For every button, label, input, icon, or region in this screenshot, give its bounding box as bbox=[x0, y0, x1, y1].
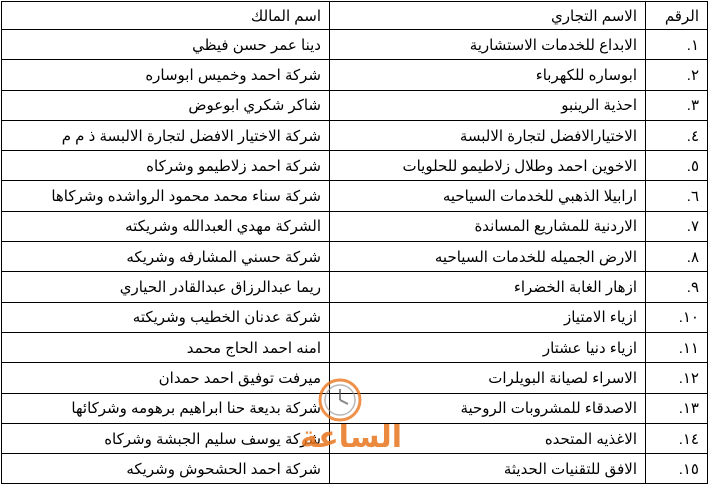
table-row bbox=[2, 363, 708, 393]
row-number: ٧. bbox=[646, 211, 708, 241]
row-trade-name: ازهار الغابة الخضراء bbox=[330, 272, 646, 302]
row-trade-name: الاردنية للمشاريع المساندة bbox=[330, 211, 646, 241]
row-number: ٤. bbox=[646, 120, 708, 150]
row-trade-name: الاخوين احمد وطلال زلاطيمو للحلويات bbox=[330, 151, 646, 181]
table-header-row bbox=[2, 2, 708, 30]
table-row bbox=[2, 211, 708, 241]
table-row bbox=[2, 393, 708, 423]
table-row bbox=[2, 454, 708, 484]
row-number: ١٥. bbox=[646, 454, 708, 484]
row-trade-name: احذية الرينبو bbox=[330, 90, 646, 120]
row-owner-name: ريما عبدالرزاق عبدالقادر الحياري bbox=[2, 272, 330, 302]
row-number: ٥. bbox=[646, 151, 708, 181]
table-row bbox=[2, 151, 708, 181]
row-trade-name: الاصدقاء للمشروبات الروحية bbox=[330, 393, 646, 423]
table-row bbox=[2, 90, 708, 120]
row-trade-name: الارض الجميله للخدمات السياحيه bbox=[330, 242, 646, 272]
row-trade-name: ازياء دنيا عشتار bbox=[330, 332, 646, 362]
table-row bbox=[2, 60, 708, 90]
row-number: ٢. bbox=[646, 60, 708, 90]
row-owner-name: الشركة مهدي العبدالله وشريكته bbox=[2, 211, 330, 241]
row-number: ١٣. bbox=[646, 393, 708, 423]
row-owner-name: دينا عمر حسن فيظي bbox=[2, 30, 330, 60]
row-owner-name: شركة احمد وخميس ابوساره bbox=[2, 60, 330, 90]
row-trade-name: الاغذيه المتحده bbox=[330, 423, 646, 453]
table-row bbox=[2, 302, 708, 332]
row-number: ١٤. bbox=[646, 423, 708, 453]
row-trade-name: الابداع للخدمات الاستشارية bbox=[330, 30, 646, 60]
row-trade-name: ارابيلا الذهبي للخدمات السياحيه bbox=[330, 181, 646, 211]
row-trade-name: الاختيارالافضل لتجارة الالبسة bbox=[330, 120, 646, 150]
table-row bbox=[2, 423, 708, 453]
row-owner-name: شركة يوسف سليم الجبشة وشركاه bbox=[2, 423, 330, 453]
row-trade-name: الاسراء لصيانة البويلرات bbox=[330, 363, 646, 393]
table-body bbox=[2, 30, 708, 484]
row-owner-name: شركة حسني المشارفه وشريكه bbox=[2, 242, 330, 272]
registry-table bbox=[1, 1, 708, 484]
row-trade-name: الافق للتقنيات الحديثة bbox=[330, 454, 646, 484]
row-number: ١١. bbox=[646, 332, 708, 362]
row-number: ١٠. bbox=[646, 302, 708, 332]
row-owner-name: شاكر شكري ابوعوض bbox=[2, 90, 330, 120]
row-number: ٣. bbox=[646, 90, 708, 120]
row-number: ٦. bbox=[646, 181, 708, 211]
row-trade-name: ازياء الامتياز bbox=[330, 302, 646, 332]
logo-wordmark: الساعة bbox=[300, 420, 403, 455]
row-owner-name: ميرفت توفيق احمد حمدان bbox=[2, 363, 330, 393]
row-trade-name: ابوساره للكهرباء bbox=[330, 60, 646, 90]
table-row bbox=[2, 30, 708, 60]
row-owner-name: شركة عدنان الخطيب وشريكته bbox=[2, 302, 330, 332]
header-number: الرقم bbox=[646, 2, 708, 30]
table-row bbox=[2, 242, 708, 272]
header-trade-name: الاسم التجاري bbox=[330, 2, 646, 30]
row-number: ٩. bbox=[646, 272, 708, 302]
row-owner-name: امنه احمد الحاج محمد bbox=[2, 332, 330, 362]
row-number: ١. bbox=[646, 30, 708, 60]
row-owner-name: شركة الاختيار الافضل لتجارة الالبسة ذ م م bbox=[2, 120, 330, 150]
table-row bbox=[2, 181, 708, 211]
row-owner-name: شركة احمد الحشحوش وشريكه bbox=[2, 454, 330, 484]
table-row bbox=[2, 120, 708, 150]
row-number: ٨. bbox=[646, 242, 708, 272]
table-row bbox=[2, 272, 708, 302]
row-owner-name: شركة بديعة حنا ابراهيم برهومه وشركائها bbox=[2, 393, 330, 423]
header-owner-name: اسم المالك bbox=[2, 2, 330, 30]
row-owner-name: شركة احمد زلاطيمو وشركاه bbox=[2, 151, 330, 181]
row-number: ١٢. bbox=[646, 363, 708, 393]
table-row bbox=[2, 332, 708, 362]
row-owner-name: شركة سناء محمد محمود الرواشده وشركاها bbox=[2, 181, 330, 211]
